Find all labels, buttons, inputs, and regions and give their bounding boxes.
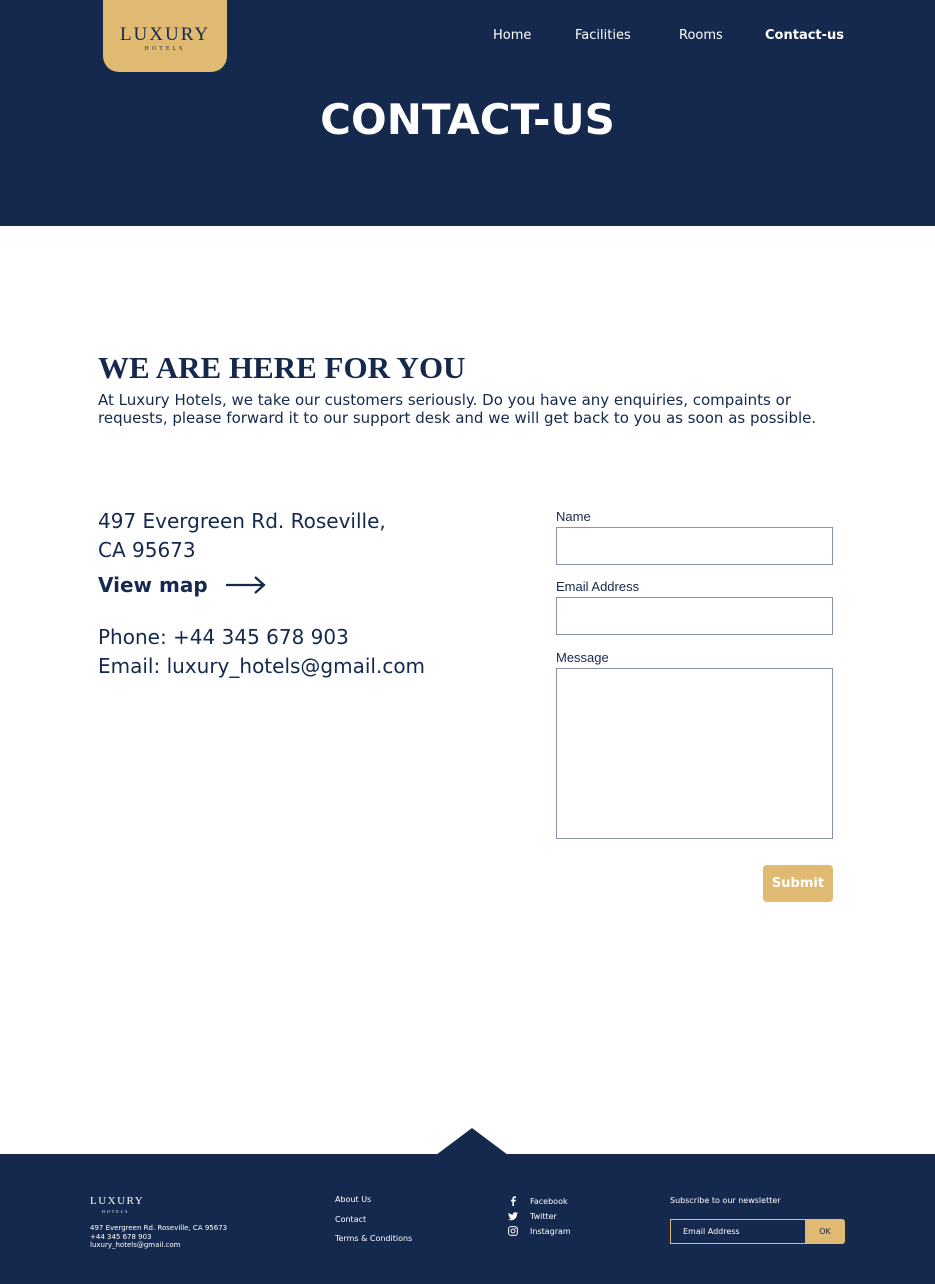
footer-link-terms[interactable]: Terms & Conditions [335, 1234, 413, 1243]
footer-email: luxury_hotels@gmail.com [90, 1241, 181, 1249]
logo-subtitle: HOTELS [144, 45, 186, 52]
arrow-right-icon [224, 575, 268, 595]
submit-button[interactable]: Submit [763, 865, 833, 902]
nav-home[interactable]: Home [493, 28, 532, 43]
footer-link-about[interactable]: About Us [335, 1195, 372, 1204]
contact-email: Email: luxury_hotels@gmail.com [98, 654, 426, 678]
nav-contact-us[interactable]: Contact-us [765, 28, 845, 43]
nav-facilities[interactable]: Facilities [575, 28, 631, 43]
newsletter-ok-button[interactable]: OK [805, 1219, 845, 1244]
newsletter-title: Subscribe to our newsletter [670, 1196, 781, 1205]
email-input[interactable] [556, 597, 833, 635]
footer-social-facebook[interactable] [508, 1196, 568, 1206]
instagram-label: Instagram [530, 1226, 571, 1236]
footer-social-twitter[interactable] [508, 1211, 557, 1221]
view-map-link[interactable] [98, 573, 268, 597]
name-label: Name [556, 509, 591, 524]
email-label: Email Address [556, 579, 640, 594]
instagram-icon [508, 1226, 518, 1236]
footer-logo-wordmark: LUXURY [90, 1195, 145, 1207]
intro-heading: WE ARE HERE FOR YOU [98, 350, 466, 385]
footer-notch [436, 1128, 508, 1155]
message-label: Message [556, 650, 609, 665]
twitter-label: Twitter [530, 1211, 557, 1221]
footer-link-contact[interactable]: Contact [335, 1215, 367, 1224]
footer-phone: +44 345 678 903 [90, 1232, 152, 1241]
main-nav [0, 28, 935, 46]
footer-address: 497 Evergreen Rd. Roseville, CA 95673 [90, 1224, 228, 1232]
address-line-2: CA 95673 [98, 538, 196, 562]
nav-rooms[interactable]: Rooms [679, 28, 723, 43]
footer-social-instagram[interactable] [508, 1226, 571, 1236]
page-header [0, 0, 935, 226]
page-title: CONTACT-US [320, 95, 615, 144]
footer-logo[interactable] [90, 1196, 144, 1214]
footer-logo-subtitle: HOTELS [102, 1209, 130, 1214]
facebook-label: Facebook [530, 1196, 568, 1206]
twitter-icon [508, 1211, 518, 1221]
intro-text: At Luxury Hotels, we take our customers seriously. Do you have any enquiries, compaints or requests, please forward it to our support desk and we will get back to you as soon as possible. [98, 391, 817, 427]
address-block [98, 507, 418, 565]
contact-phone: Phone: +44 345 678 903 [98, 625, 349, 649]
view-map-label: View map [98, 573, 208, 597]
facebook-icon [508, 1196, 518, 1206]
address-line-1: 497 Evergreen Rd. Roseville, [98, 509, 386, 533]
logo-wordmark: LUXURY [119, 23, 211, 45]
name-input[interactable] [556, 527, 833, 565]
newsletter-email-input[interactable] [670, 1219, 806, 1244]
footer-contact [90, 1224, 227, 1250]
page-footer [0, 1154, 935, 1284]
message-textarea[interactable] [556, 668, 833, 839]
